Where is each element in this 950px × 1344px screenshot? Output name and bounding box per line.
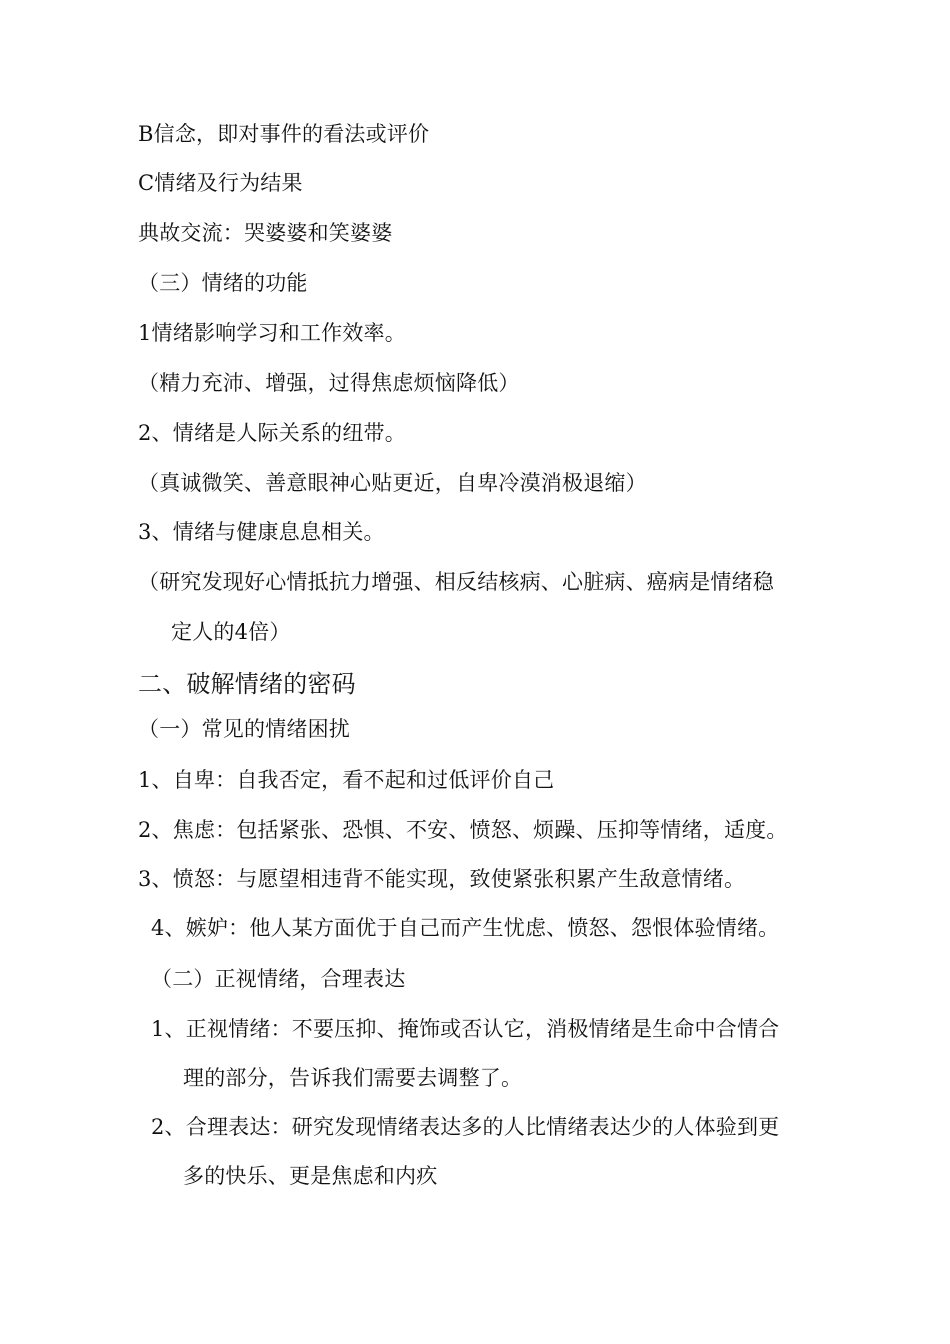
text-line-anger: 3、愤怒：与愿望相违背不能实现，致使紧张积累产生敌意情绪。 <box>138 867 746 891</box>
text-line-function-2: 2、情绪是人际关系的纽带。 <box>138 421 406 445</box>
text-line-function-2-note: （真诚微笑、善意眼神心贴更近，自卑冷漠消极退缩） <box>138 471 647 495</box>
section-heading-functions: （三）情绪的功能 <box>138 271 308 295</box>
text-line-story: 典故交流：哭婆婆和笑婆婆 <box>138 221 393 245</box>
text-line-anxiety: 2、焦虑：包括紧张、恐惧、不安、愤怒、烦躁、压抑等情绪，适度。 <box>138 818 788 842</box>
text-line-function-1: 1情绪影响学习和工作效率。 <box>138 321 406 345</box>
text-line-reasonable-expression: 2、合理表达：研究发现情绪表达多的人比情绪表达少的人体验到更 <box>151 1115 780 1139</box>
text-line-face-emotions-cont: 理的部分，告诉我们需要去调整了。 <box>183 1066 523 1090</box>
section-heading-common-troubles: （一）常见的情绪困扰 <box>138 717 350 741</box>
text-line-emotion-result: C情绪及行为结果 <box>138 171 303 195</box>
text-line-belief: B信念，即对事件的看法或评价 <box>138 122 430 146</box>
text-line-jealousy: 4、嫉妒：他人某方面优于自己而产生忧虑、愤怒、怨恨体验情绪。 <box>151 916 780 940</box>
text-line-reasonable-expression-cont: 多的快乐、更是焦虑和内疚 <box>183 1164 438 1188</box>
chapter-heading: 二、破解情绪的密码 <box>138 670 356 698</box>
text-line-inferiority: 1、自卑：自我否定，看不起和过低评价自己 <box>138 768 555 792</box>
section-heading-face-emotions: （二）正视情绪，合理表达 <box>151 967 406 991</box>
text-line-function-1-note: （精力充沛、增强，过得焦虑烦恼降低） <box>138 371 520 395</box>
text-line-function-3: 3、情绪与健康息息相关。 <box>138 520 385 544</box>
text-line-function-3-note: （研究发现好心情抵抗力增强、相反结核病、心脏病、癌病是情绪稳 <box>138 570 774 594</box>
text-line-function-3-note-cont: 定人的4倍） <box>171 620 291 644</box>
text-line-face-emotions: 1、正视情绪：不要压抑、掩饰或否认它，消极情绪是生命中合情合 <box>151 1017 780 1041</box>
